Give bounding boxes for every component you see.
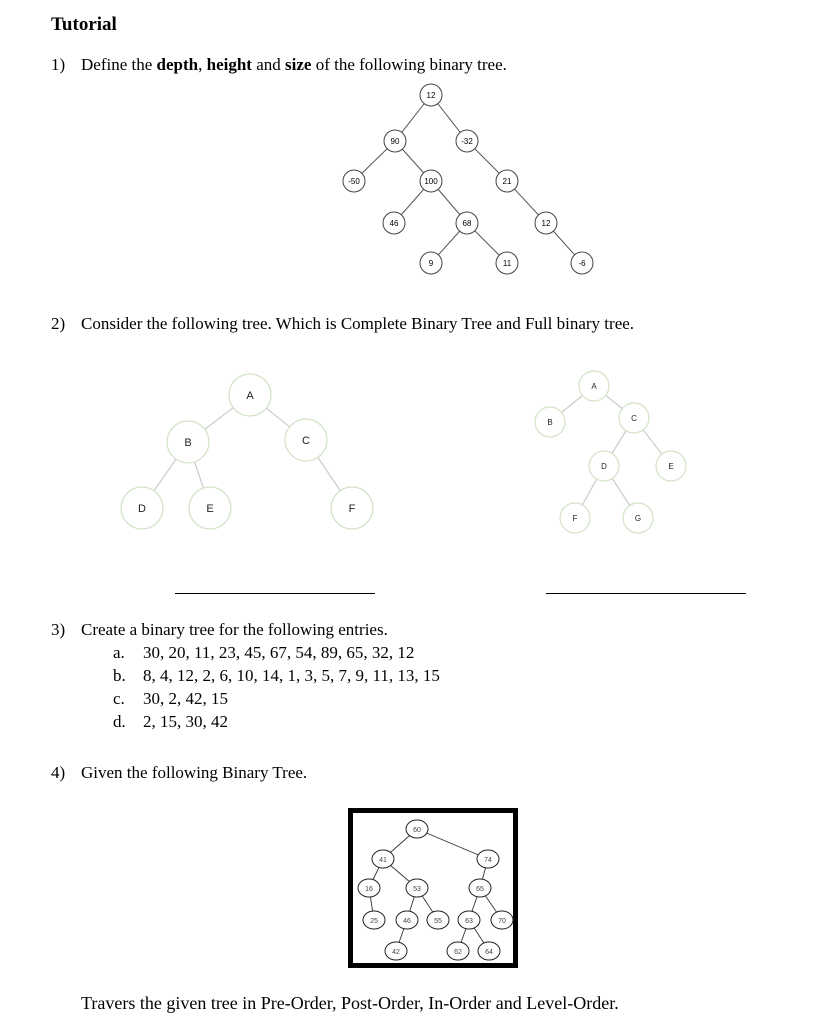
- question-1: [51, 55, 507, 75]
- question-2-text: Consider the following tree. Which is Complete Binary Tree and Full binary tree.: [81, 314, 635, 333]
- answer-line-left[interactable]: [175, 593, 375, 594]
- tree-4-node: 41: [379, 857, 387, 864]
- tree-1-node: -32: [461, 137, 473, 146]
- question-4-text: Given the following Binary Tree.: [81, 763, 308, 782]
- tree-2-left-node: B: [184, 437, 192, 449]
- tree-2-left-node: D: [138, 503, 146, 515]
- tree-2-diagrams: [0, 360, 825, 560]
- question-4-number: 4): [51, 763, 66, 782]
- tree-4-node: 42: [392, 949, 400, 956]
- traversal-instruction: Travers the given tree in Pre-Order, Post-Order, In-Order and Level-Order.: [81, 993, 619, 1013]
- tree-1-node: 11: [502, 259, 512, 268]
- entry-list-item: b. 8, 4, 12, 2, 6, 10, 14, 1, 3, 5, 7, 9, 11, 13, 15: [113, 666, 440, 685]
- tree-4-node: 55: [434, 918, 442, 925]
- question-1-sep: ,: [198, 55, 207, 74]
- tree-4-node: 62: [454, 949, 462, 956]
- tree-1-diagram: [0, 80, 825, 280]
- tree-4-node: 64: [485, 949, 493, 956]
- entry-list-item: d. 2, 15, 30, 42: [113, 712, 228, 731]
- answer-line-right[interactable]: [546, 593, 746, 594]
- tree-2-left-node: A: [246, 390, 254, 402]
- tree-2-right-node: G: [634, 514, 642, 523]
- tree-2-right-node: B: [547, 418, 553, 427]
- question-1-number: 1): [51, 55, 66, 74]
- tree-4-node: 25: [370, 918, 378, 925]
- question-2-number: 2): [51, 314, 66, 333]
- tree-4-node: 16: [365, 886, 373, 893]
- tree-4-node: 60: [413, 827, 421, 834]
- page-title: Tutorial: [51, 14, 117, 35]
- tree-1-node: -6: [578, 259, 586, 268]
- tree-1-node: 12: [541, 219, 551, 228]
- tree-1-node: 12: [426, 91, 436, 100]
- tree-2-right-node: E: [668, 462, 674, 471]
- tree-1-node: 21: [502, 177, 512, 186]
- tree-4-diagram: [348, 808, 520, 970]
- tree-4-node: 74: [484, 857, 492, 864]
- term-height: height: [206, 55, 252, 74]
- question-2: [51, 314, 634, 334]
- tree-4-node: 70: [498, 918, 506, 925]
- tree-4-node: 53: [413, 886, 421, 893]
- question-3-text: Create a binary tree for the following entries.: [81, 620, 388, 639]
- tree-1-node: 100: [424, 177, 438, 186]
- tree-1-node: 90: [390, 137, 400, 146]
- question-1-text-pre: Define the: [81, 55, 157, 74]
- tree-2-left-node: C: [302, 435, 310, 447]
- tree-2-right-node: F: [572, 514, 578, 523]
- tree-4-node: 46: [403, 918, 411, 925]
- tree-2-left-node: E: [206, 503, 214, 515]
- tree-4-node: 65: [476, 886, 484, 893]
- tree-1-node: -50: [348, 177, 360, 186]
- question-1-text-mid: and: [251, 55, 285, 74]
- tree-2-left-node: F: [348, 503, 356, 515]
- question-3-number: 3): [51, 620, 66, 639]
- tree-2-right-node: A: [591, 382, 597, 391]
- tree-2-right-node: C: [631, 414, 637, 423]
- question-4: [51, 763, 307, 783]
- tree-2-right-node: D: [601, 462, 607, 471]
- entry-list-item: c. 30, 2, 42, 15: [113, 689, 228, 708]
- question-3: [51, 620, 388, 640]
- tree-4-node: 63: [465, 918, 473, 925]
- question-1-text-post: of the following binary tree.: [311, 55, 507, 74]
- tree-1-node: 46: [389, 219, 399, 228]
- tree-1-node: 9: [428, 259, 434, 268]
- term-size: size: [285, 55, 312, 74]
- entry-list-item: a. 30, 20, 11, 23, 45, 67, 54, 89, 65, 32, 12: [113, 643, 415, 662]
- tree-1-node: 68: [462, 219, 472, 228]
- term-depth: depth: [156, 55, 199, 74]
